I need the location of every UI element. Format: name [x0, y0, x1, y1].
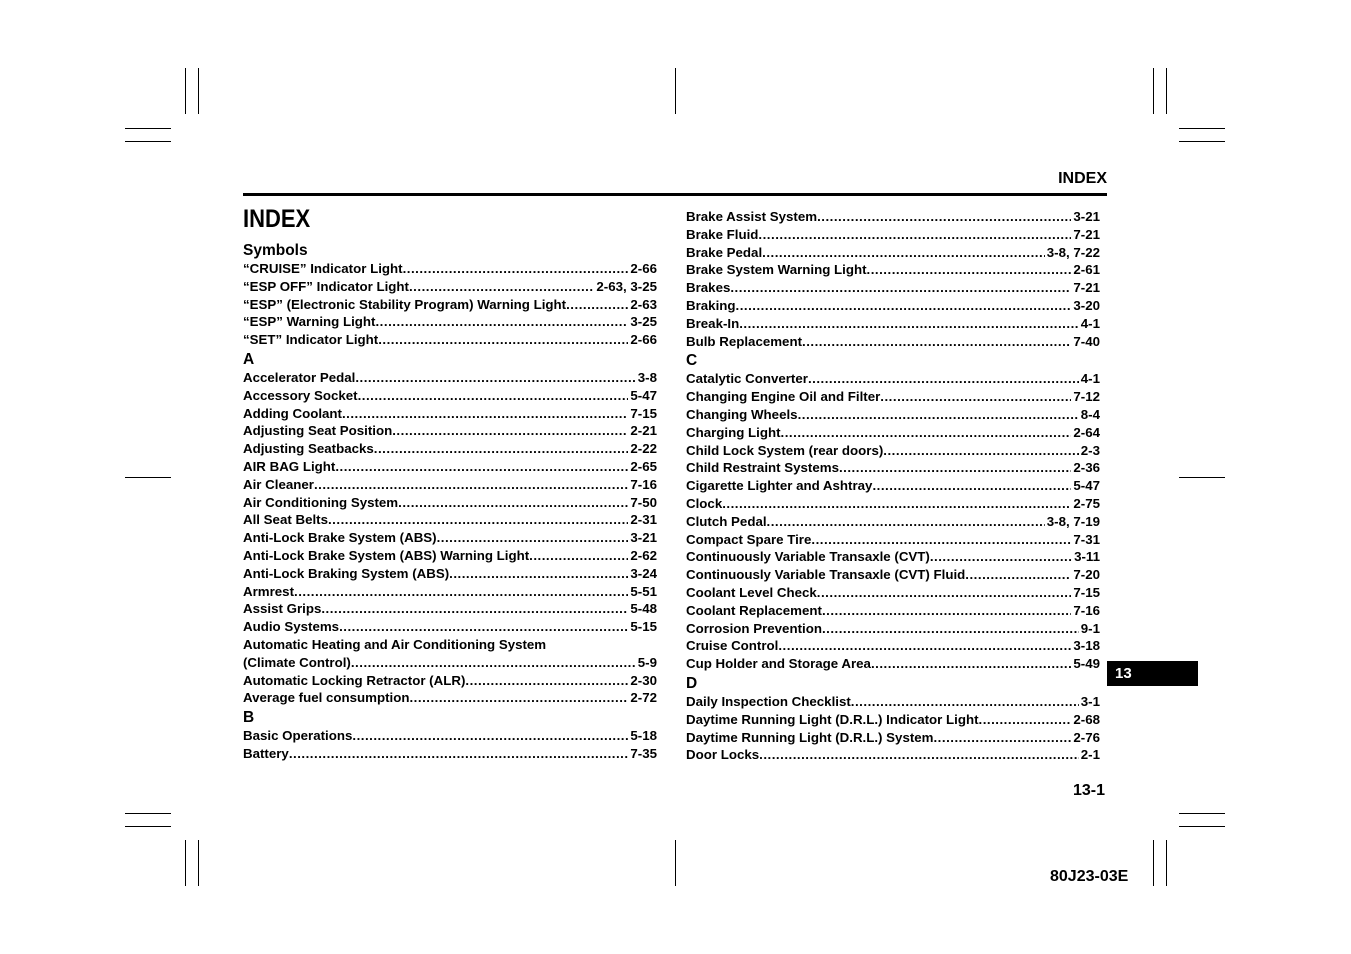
- dot-leader: [375, 313, 628, 331]
- index-term: Anti-Lock Brake System (ABS): [243, 530, 437, 546]
- index-page-ref: 5-49: [1073, 656, 1100, 672]
- index-column-right: [686, 208, 1100, 764]
- dot-leader: [759, 746, 1079, 764]
- index-page-ref: 2-68: [1073, 711, 1100, 727]
- index-term: “SET” Indicator Light: [243, 332, 379, 348]
- index-entry: [686, 279, 1100, 297]
- index-term: All Seat Belts: [243, 512, 328, 528]
- dot-leader: [867, 261, 1072, 279]
- dot-leader: [930, 548, 1072, 566]
- index-entry: [243, 494, 657, 512]
- index-entry: [243, 583, 657, 601]
- dot-leader: [392, 422, 628, 440]
- index-entry: [243, 331, 657, 349]
- index-entry: [686, 406, 1100, 424]
- index-term: Continuously Variable Transaxle (CVT) Fluid: [686, 567, 966, 583]
- index-page-ref: 4-1: [1080, 315, 1100, 331]
- dot-leader: [374, 440, 629, 458]
- crop-mark: [675, 68, 676, 114]
- index-entry: [686, 566, 1100, 584]
- dot-leader: [965, 566, 1071, 584]
- dot-leader: [289, 745, 629, 763]
- index-term: Cigarette Lighter and Ashtray: [686, 478, 873, 494]
- index-column-left: [243, 240, 657, 763]
- section-heading: A: [243, 350, 255, 368]
- index-page-ref: 3-20: [1073, 297, 1100, 313]
- dot-leader: [352, 727, 628, 745]
- dot-leader: [398, 494, 628, 512]
- index-page-ref: 7-20: [1073, 567, 1100, 583]
- index-term: Coolant Level Check: [686, 584, 817, 600]
- crop-mark: [1166, 840, 1167, 886]
- index-entry: [243, 600, 657, 618]
- index-term: Brake Fluid: [686, 226, 759, 242]
- index-term: Door Locks: [686, 747, 760, 763]
- dot-leader: [839, 459, 1071, 477]
- index-term: Audio Systems: [243, 619, 340, 635]
- index-entry: [686, 602, 1100, 620]
- index-page-ref: 3-21: [630, 530, 657, 546]
- index-term: Air Cleaner: [243, 476, 314, 492]
- index-page-ref: 2-75: [1073, 495, 1100, 511]
- dot-leader: [781, 424, 1072, 442]
- index-entry: [243, 422, 657, 440]
- index-entry: [243, 672, 657, 690]
- dot-leader: [342, 405, 628, 423]
- dot-leader: [339, 618, 628, 636]
- index-term: Adding Coolant: [243, 405, 342, 421]
- dot-leader: [566, 296, 628, 314]
- index-page-ref: 7-21: [1073, 280, 1100, 296]
- dot-leader: [883, 442, 1078, 460]
- index-entry: [686, 297, 1100, 315]
- index-page-ref: 3-11: [1074, 549, 1100, 565]
- index-term: Cruise Control: [686, 638, 779, 654]
- index-entry: [686, 513, 1100, 531]
- dot-leader: [328, 511, 628, 529]
- index-page-ref: 7-21: [1073, 226, 1100, 242]
- index-page-ref: 7-35: [630, 745, 657, 761]
- index-entry: [686, 226, 1100, 244]
- index-entry: [243, 278, 657, 296]
- index-page-ref: 3-21: [1073, 209, 1100, 224]
- index-page-ref: 2-3: [1080, 442, 1100, 458]
- index-entry: [243, 654, 657, 672]
- index-page-ref: 5-51: [630, 583, 657, 599]
- crop-mark: [1179, 813, 1225, 814]
- index-term: Coolant Replacement: [686, 602, 822, 618]
- dot-leader: [722, 495, 1071, 513]
- index-entry: [686, 315, 1100, 333]
- index-term: Changing Wheels: [686, 406, 798, 422]
- index-page-ref: 2-66: [630, 332, 657, 348]
- index-entry: [686, 531, 1100, 549]
- index-page-ref: 9-1: [1080, 620, 1100, 636]
- index-term: “ESP OFF” Indicator Light: [243, 278, 409, 294]
- index-entry: [686, 370, 1100, 388]
- index-entry: [243, 689, 657, 707]
- index-page-ref: 2-76: [1073, 729, 1100, 745]
- index-term: Armrest: [243, 583, 294, 599]
- index-page-ref: 5-48: [630, 601, 657, 617]
- crop-mark: [125, 826, 171, 827]
- index-term: Daytime Running Light (D.R.L.) System: [686, 729, 934, 745]
- index-entry: [686, 620, 1100, 638]
- dot-leader: [817, 584, 1072, 602]
- index-term: Child Restraint Systems: [686, 460, 839, 476]
- index-page-ref: 7-31: [1073, 531, 1100, 547]
- crop-mark: [675, 840, 676, 886]
- index-page-ref: 5-15: [630, 619, 657, 635]
- crop-mark: [1179, 128, 1225, 129]
- index-page-ref: 2-36: [1073, 460, 1100, 476]
- dot-leader: [355, 369, 635, 387]
- dot-leader: [822, 620, 1079, 638]
- index-term: Brakes: [686, 280, 731, 296]
- crop-mark: [125, 128, 171, 129]
- index-entry: [243, 260, 657, 278]
- index-entry: [243, 745, 657, 763]
- crop-mark: [125, 813, 171, 814]
- index-entry: [243, 296, 657, 314]
- crop-mark: [1153, 68, 1154, 114]
- index-entry: [243, 618, 657, 636]
- index-term: Average fuel consumption: [243, 690, 410, 706]
- index-term: Catalytic Converter: [686, 371, 808, 387]
- dot-leader: [378, 331, 628, 349]
- dot-leader: [933, 729, 1071, 747]
- index-page-ref: 5-47: [1073, 478, 1100, 494]
- index-entry: [686, 477, 1100, 495]
- index-entry: [686, 693, 1100, 711]
- index-page-ref: 2-72: [630, 690, 657, 706]
- index-term: Brake System Warning Light: [686, 262, 867, 278]
- dot-leader: [817, 208, 1071, 226]
- index-entry: [686, 746, 1100, 764]
- index-page-ref: 2-1: [1080, 747, 1100, 763]
- dot-leader: [351, 654, 636, 672]
- index-page-ref: 7-40: [1073, 333, 1100, 349]
- dot-leader: [529, 547, 628, 565]
- dot-leader: [409, 278, 594, 296]
- index-entry: [686, 711, 1100, 729]
- index-term: Anti-Lock Braking System (ABS): [243, 565, 450, 581]
- dot-leader: [762, 244, 1045, 262]
- crop-mark: [1166, 68, 1167, 114]
- index-term: Assist Grips: [243, 601, 322, 617]
- dot-leader: [979, 711, 1072, 729]
- dot-leader: [739, 315, 1079, 333]
- dot-leader: [851, 693, 1079, 711]
- dot-leader: [409, 689, 628, 707]
- index-term: Battery: [243, 745, 289, 761]
- index-term: “ESP” Warning Light: [243, 314, 376, 330]
- index-entry: [686, 459, 1100, 477]
- index-entry: [243, 369, 657, 387]
- index-page-ref: 2-64: [1073, 424, 1100, 440]
- index-entry: [243, 727, 657, 745]
- index-entry: [686, 495, 1100, 513]
- dot-leader: [802, 333, 1071, 351]
- dot-leader: [798, 406, 1079, 424]
- crop-mark: [198, 840, 199, 886]
- index-term: Adjusting Seatbacks: [243, 441, 374, 457]
- index-term: Accessory Socket: [243, 387, 358, 403]
- index-page-ref: 3-25: [630, 314, 657, 330]
- dot-leader: [822, 602, 1071, 620]
- section-heading: Symbols: [243, 242, 308, 259]
- index-entry: [243, 313, 657, 331]
- index-term: Cup Holder and Storage Area: [686, 656, 871, 672]
- index-entry: [686, 261, 1100, 279]
- index-entry: [686, 584, 1100, 602]
- section-heading: D: [686, 674, 698, 692]
- index-entry: [686, 729, 1100, 747]
- index-term: Adjusting Seat Position: [243, 423, 393, 439]
- crop-mark: [185, 68, 186, 114]
- index-page-ref: 7-12: [1073, 389, 1100, 405]
- dot-leader: [321, 600, 628, 618]
- index-entry-line: Automatic Heating and Air Conditioning System: [243, 636, 547, 652]
- index-entry: [686, 244, 1100, 262]
- index-page-ref: 2-63, 3-25: [596, 278, 657, 294]
- index-term: Accelerator Pedal: [243, 369, 356, 385]
- index-page-ref: 2-30: [630, 672, 657, 688]
- index-term: Air Conditioning System: [243, 494, 399, 510]
- index-page-ref: 7-50: [630, 494, 657, 510]
- crop-mark: [125, 477, 171, 478]
- index-entry: [686, 208, 1100, 226]
- index-page-ref: 3-8, 7-19: [1046, 513, 1100, 529]
- section-heading: C: [686, 352, 698, 370]
- index-page-ref: 2-61: [1073, 262, 1100, 278]
- index-page-ref: 2-21: [630, 423, 657, 439]
- chapter-tab: 13: [1107, 661, 1198, 686]
- dot-leader: [314, 476, 628, 494]
- index-entry: [243, 458, 657, 476]
- index-term: Clutch Pedal: [686, 513, 767, 529]
- index-entry: [243, 511, 657, 529]
- dot-leader: [808, 370, 1079, 388]
- index-entry: [686, 637, 1100, 655]
- index-entry: [686, 655, 1100, 673]
- index-term: Brake Pedal: [686, 244, 763, 260]
- dot-leader: [465, 672, 628, 690]
- index-page-ref: 2-66: [630, 261, 657, 276]
- index-entry: [243, 547, 657, 565]
- index-term: Automatic Locking Retractor (ALR): [243, 672, 466, 688]
- dot-leader: [811, 531, 1071, 549]
- dot-leader: [871, 655, 1071, 673]
- index-term: Anti-Lock Brake System (ABS) Warning Light: [243, 547, 530, 563]
- index-page-ref: 8-4: [1080, 406, 1100, 422]
- section-heading: B: [243, 709, 255, 727]
- index-entry: [686, 333, 1100, 351]
- index-term: Charging Light: [686, 424, 781, 440]
- index-page-ref: 2-63: [630, 296, 657, 312]
- index-term: Changing Engine Oil and Filter: [686, 389, 881, 405]
- index-page-ref: 2-65: [630, 458, 657, 474]
- index-term: Break-In: [686, 315, 740, 331]
- index-term: Clock: [686, 495, 723, 511]
- header-rule: [243, 193, 1107, 196]
- index-entry: [243, 387, 657, 405]
- crop-mark: [1179, 141, 1225, 142]
- index-page-ref: 7-16: [630, 476, 657, 492]
- index-entry: [686, 548, 1100, 566]
- index-page-ref: 3-24: [630, 565, 657, 581]
- dot-leader: [449, 565, 628, 583]
- dot-leader: [767, 513, 1045, 531]
- crop-mark: [125, 141, 171, 142]
- index-entry: [686, 424, 1100, 442]
- index-page-ref: 2-22: [630, 441, 657, 457]
- index-term: Bulb Replacement: [686, 333, 803, 349]
- crop-mark: [185, 840, 186, 886]
- index-term: Brake Assist System: [686, 209, 818, 224]
- dot-leader: [880, 388, 1071, 406]
- index-term: “ESP” (Electronic Stability Program) Warning Light: [243, 296, 567, 312]
- index-entry: [243, 440, 657, 458]
- index-term: Corrosion Prevention: [686, 620, 822, 636]
- crop-mark: [198, 68, 199, 114]
- dot-leader: [294, 583, 628, 601]
- index-page-ref: 7-15: [630, 405, 657, 421]
- crop-mark: [1179, 477, 1225, 478]
- index-term: Basic Operations: [243, 728, 353, 744]
- index-page-ref: 2-31: [630, 512, 657, 528]
- dot-leader: [778, 637, 1071, 655]
- running-header: INDEX: [1058, 170, 1107, 187]
- index-page-ref: 3-8, 7-22: [1046, 244, 1100, 260]
- index-entry: [243, 529, 657, 547]
- dot-leader: [437, 529, 629, 547]
- crop-mark: [1153, 840, 1154, 886]
- index-term: Daily Inspection Checklist: [686, 693, 851, 709]
- page-number: 13-1: [1072, 782, 1105, 799]
- index-page-ref: 5-47: [630, 387, 657, 403]
- crop-mark: [1179, 826, 1225, 827]
- index-term: Child Lock System (rear doors): [686, 442, 884, 458]
- index-page-ref: 7-16: [1073, 602, 1100, 618]
- index-term: “CRUISE” Indicator Light: [243, 261, 403, 276]
- index-entry: [243, 405, 657, 423]
- dot-leader: [730, 279, 1071, 297]
- index-term: AIR BAG Light: [243, 458, 336, 474]
- index-term: Daytime Running Light (D.R.L.) Indicator Light: [686, 711, 979, 727]
- index-page-ref: 4-1: [1080, 371, 1100, 387]
- dot-leader: [358, 387, 629, 405]
- index-page-ref: 3-18: [1073, 638, 1100, 654]
- index-term: Continuously Variable Transaxle (CVT): [686, 549, 930, 565]
- index-entry: [243, 476, 657, 494]
- dot-leader: [335, 458, 628, 476]
- index-page-ref: 7-15: [1073, 584, 1100, 600]
- dot-leader: [736, 297, 1072, 315]
- index-term: Compact Spare Tire: [686, 531, 812, 547]
- index-term: Braking: [686, 297, 736, 313]
- index-entry: [243, 565, 657, 583]
- index-page-ref: 2-62: [630, 547, 657, 563]
- index-page-ref: 5-9: [637, 654, 657, 670]
- index-page-ref: 5-18: [630, 728, 657, 744]
- dot-leader: [758, 226, 1071, 244]
- index-page-ref: 3-1: [1080, 693, 1100, 709]
- dot-leader: [872, 477, 1071, 495]
- index-entry: [686, 442, 1100, 460]
- index-page-ref: 3-8: [637, 369, 657, 385]
- dot-leader: [403, 260, 629, 278]
- document-code: 80J23-03E: [1050, 868, 1129, 885]
- index-entry: [686, 388, 1100, 406]
- page-title: INDEX: [243, 205, 311, 233]
- index-term: (Climate Control): [243, 654, 351, 670]
